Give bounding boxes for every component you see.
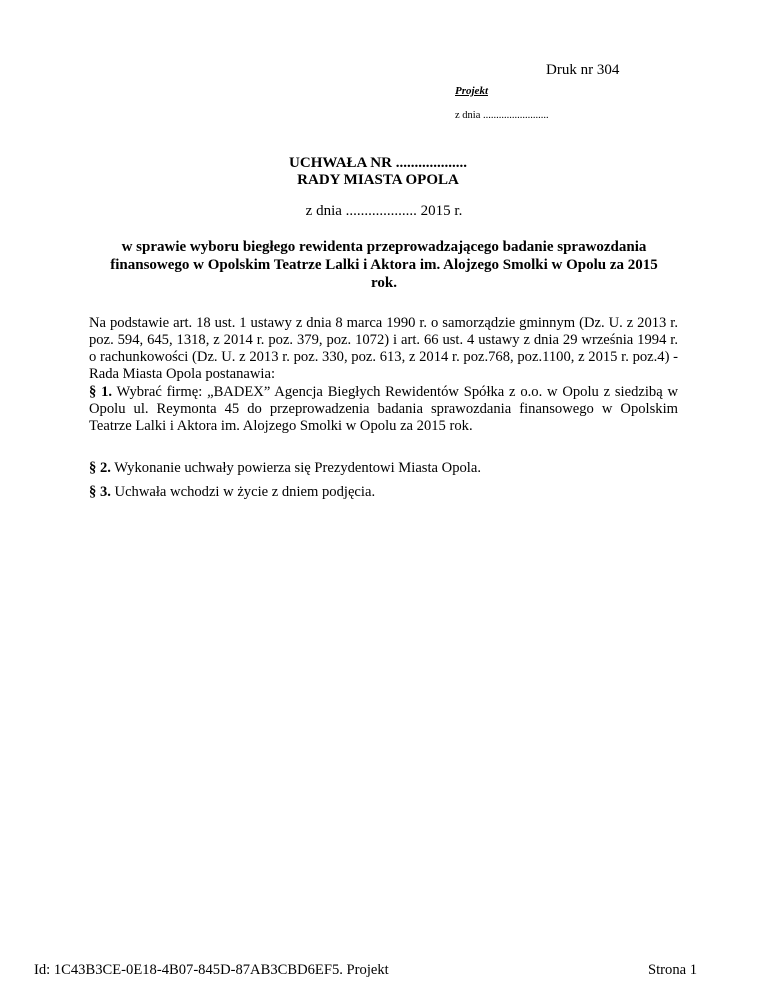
paragraph-1-number: § 1. — [89, 384, 113, 400]
paragraph-1 — [89, 384, 678, 435]
paragraph-3-text: Uchwała wchodzi w życie z dniem podjęcia. — [110, 484, 376, 500]
paragraph-2-text: Wykonanie uchwały powierza się Prezydentowi Miasta Opola. — [110, 460, 481, 476]
resolution-subject: w sprawie wyboru biegłego rewidenta przeprowadzającego badanie sprawozdania finansowego w Opolskim Teatrze Lalki i Aktora im. Alojzego Smolki w Opolu za 2015 rok. — [110, 239, 658, 291]
page-number-footer: Strona 1 — [648, 962, 698, 978]
paragraph-2 — [89, 460, 678, 477]
document-id-footer: Id: 1C43B3CE-0E18-4B07-845D-87AB3CBD6EF5. Projekt — [34, 962, 389, 978]
paragraph-3-number: § 3. — [89, 484, 111, 500]
project-date-line: z dnia ......................... — [455, 110, 549, 121]
print-number: Druk nr 304 — [546, 62, 620, 78]
paragraph-1-text: Wybrać firmę: „BADEX” Agencja Biegłych Rewidentów Spółka z o.o. w Opolu z siedzibą w Opolu ul. Reymonta 45 do przeprowadzenia badania sprawozdania finansowego w Opolskim Teatrze Lalki i Aktora im. Alojzego Smolki w Opolu za 2015 rok. — [89, 384, 679, 434]
resolution-number-title: UCHWAŁA NR ................... — [289, 155, 467, 171]
project-label: Projekt — [455, 85, 488, 97]
resolution-date-line: z dnia ................... 2015 r. — [305, 203, 463, 219]
council-name-title: RADY MIASTA OPOLA — [297, 172, 459, 188]
preamble-paragraph: Na podstawie art. 18 ust. 1 ustawy z dnia 8 marca 1990 r. o samorządzie gminnym (Dz. U. z 2013 r. poz. 594, 645, 1318, z 2014 r. poz. 379, poz. 1072) i art. 66 ust. 4 ustawy z dnia 29 września 1994 r. o rachunkowości (Dz. U. z 2013 r. poz. 330, poz. 613, z 2014 r. poz.768, poz.1100, z 2015 r. poz.4) - Rada Miasta Opola postanawia: — [89, 315, 678, 382]
paragraph-3 — [89, 484, 678, 501]
paragraph-2-number: § 2. — [89, 460, 111, 476]
